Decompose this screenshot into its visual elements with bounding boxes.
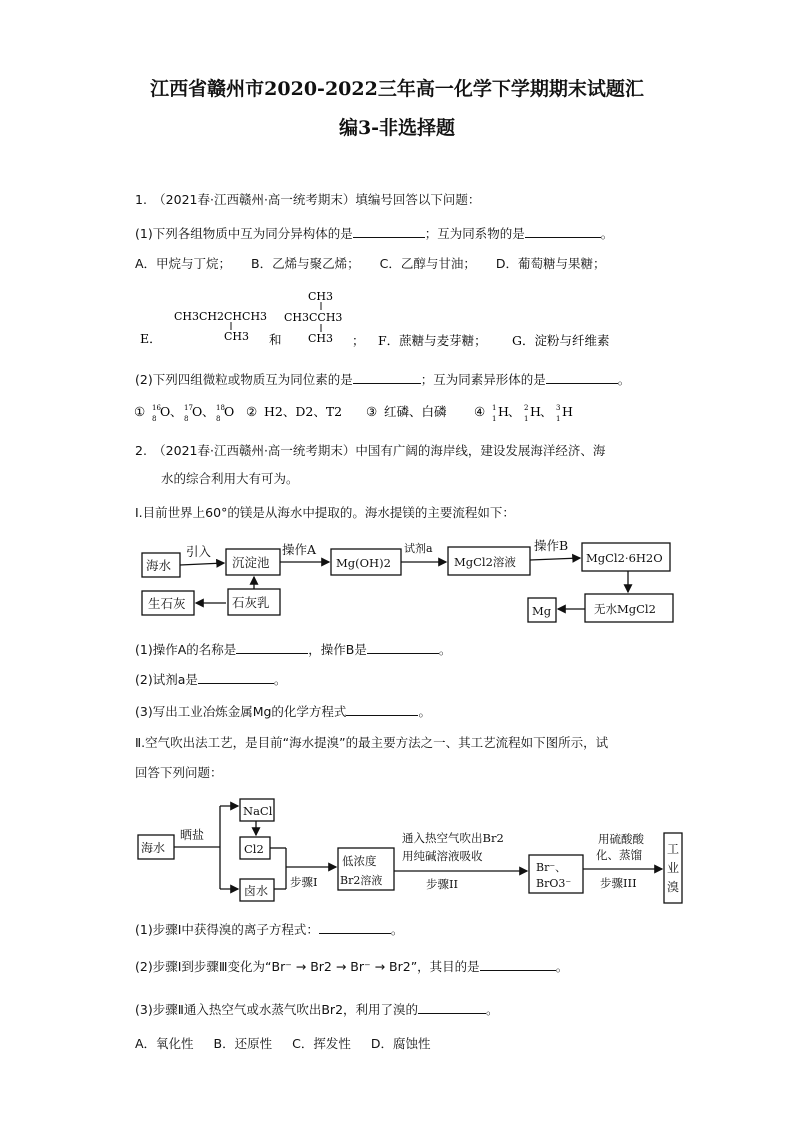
q2-i-2: (2)试剂a是 。: [135, 672, 287, 687]
svg-text:操作B: 操作B: [534, 538, 569, 553]
q1-option-e-label: E．: [140, 331, 162, 346]
q2-ii-2: (2)步骤Ⅰ到步骤Ⅲ变化为“Br⁻ → Br2 → Br⁻ → Br2”，其目的是 。: [135, 959, 569, 974]
q2-ii-3: (3)步骤Ⅱ通入热空气或水蒸气吹出Br2，利用了溴的 。: [135, 1002, 499, 1017]
mg-flow-diagram: [136, 535, 676, 630]
svg-text:H: H: [530, 404, 541, 419]
svg-text:、: 、: [202, 404, 215, 419]
option-c: C．挥发性: [292, 1036, 351, 1051]
svg-text:引入: 引入: [186, 544, 212, 559]
blank-purpose[interactable]: [480, 958, 556, 971]
svg-text:试剂a: 试剂a: [404, 542, 433, 555]
svg-text:18: 18: [216, 404, 225, 412]
q2-header-line1: 2. （2021春·江西赣州·高一统考期末）中国有广阔的海岸线，建设发展海洋经济、海: [135, 443, 606, 458]
svg-text:低浓度: 低浓度: [342, 854, 377, 868]
svg-text:H: H: [562, 404, 573, 419]
svg-text:、: 、: [508, 404, 521, 419]
q2-i-3: (3)写出工业冶炼金属Mg的化学方程式 。: [135, 704, 431, 719]
q1-option-b: B．乙烯与聚乙烯；: [251, 256, 360, 271]
svg-text:石灰乳: 石灰乳: [232, 595, 270, 610]
q1-part2: (2)下列四组微粒或物质互为同位素的是 ；互为同素异形体的是 。: [135, 372, 631, 387]
q2-part2-line2: 回答下列问题：: [135, 765, 223, 780]
blank-mg-equation[interactable]: [346, 703, 418, 716]
svg-text:MgCl2溶液: MgCl2溶液: [454, 555, 516, 569]
svg-text:卤水: 卤水: [244, 884, 269, 898]
svg-text:通入热空气吹出Br2: 通入热空气吹出Br2: [402, 831, 504, 845]
blank-op-a[interactable]: [236, 641, 308, 654]
q1-option-c: C．乙醇与甘油；: [379, 256, 476, 271]
svg-text:Br⁻、: Br⁻、: [536, 861, 567, 874]
struct2-bottom: CH3: [308, 332, 334, 345]
svg-text:1: 1: [556, 415, 561, 423]
struct1-branch: CH3: [224, 330, 250, 343]
doc-title-line2: 编3-非选择题: [338, 117, 456, 139]
svg-text:沉淀池: 沉淀池: [232, 555, 270, 570]
q2-ii-3-options: [135, 1036, 430, 1052]
q1-option-a: A．甲烷与丁烷；: [135, 256, 232, 271]
q1-option-e-structures: [140, 288, 660, 358]
svg-text:②: ②: [246, 404, 258, 419]
blank-ionic-equation[interactable]: [319, 921, 391, 934]
svg-text:海水: 海水: [141, 841, 166, 855]
svg-text:溴: 溴: [667, 880, 680, 894]
svg-text:1: 1: [492, 404, 497, 412]
q1-option-d: D．葡萄糖与果糖；: [495, 256, 606, 271]
q1-option-f: F．蔗糖与麦芽糖；: [378, 333, 487, 348]
svg-text:工: 工: [667, 842, 680, 856]
svg-text:NaCl: NaCl: [243, 804, 273, 818]
svg-text:用硫酸酸: 用硫酸酸: [598, 832, 644, 846]
svg-text:8: 8: [152, 415, 157, 423]
svg-text:、: 、: [540, 404, 553, 419]
q1-part1: (1)下列各组物质中互为同分异构体的是 ；互为同系物的是 。: [135, 226, 614, 241]
struct2-main: CH3CCH3: [284, 311, 343, 324]
svg-text:红磷、白磷: 红磷、白磷: [384, 404, 447, 419]
blank-op-b[interactable]: [367, 641, 439, 654]
q1-header: 1. （2021春·江西赣州·高一统考期末）填编号回答以下问题：: [135, 192, 481, 207]
svg-text:17: 17: [184, 404, 193, 412]
svg-text:步骤I: 步骤I: [290, 875, 318, 889]
svg-text:1: 1: [492, 415, 497, 423]
doc-title-line1: 江西省赣州市2020-2022三年高一化学下学期期末试题汇: [150, 78, 644, 100]
svg-text:生石灰: 生石灰: [148, 596, 186, 611]
struct1-main: CH3CH2CHCH3: [174, 310, 268, 323]
svg-text:步骤II: 步骤II: [426, 877, 459, 891]
svg-text:用纯碱溶液吸收: 用纯碱溶液吸收: [402, 849, 483, 863]
svg-text:；: ；: [352, 333, 365, 348]
svg-text:操作A: 操作A: [282, 542, 317, 557]
br-flow-diagram: [136, 793, 688, 908]
q1-particles: [134, 398, 614, 426]
svg-text:MgCl2·6H2O: MgCl2·6H2O: [586, 551, 663, 565]
svg-text:Br2溶液: Br2溶液: [340, 874, 383, 887]
svg-text:3: 3: [556, 404, 561, 412]
svg-text:无水MgCl2: 无水MgCl2: [594, 602, 656, 616]
blank-property[interactable]: [418, 1001, 486, 1014]
svg-text:①: ①: [134, 404, 146, 419]
svg-text:Cl2: Cl2: [244, 842, 264, 856]
svg-text:晒盐: 晒盐: [180, 828, 205, 842]
q1-options-row1: [135, 256, 605, 272]
q2-header-line2: 水的综合利用大有可为。: [161, 471, 299, 486]
option-d: D．腐蚀性: [370, 1036, 431, 1051]
svg-text:③: ③: [366, 404, 378, 419]
svg-text:16: 16: [152, 404, 161, 412]
svg-text:④: ④: [474, 404, 486, 419]
svg-text:O: O: [192, 404, 203, 419]
svg-text:8: 8: [216, 415, 221, 423]
q1-blank-allotrope[interactable]: [546, 371, 618, 384]
q2-i-1: (1)操作A的名称是 ，操作B是 。: [135, 642, 452, 657]
svg-text:Mg: Mg: [532, 604, 552, 618]
svg-text:化、蒸馏: 化、蒸馏: [596, 848, 642, 862]
svg-text:O: O: [160, 404, 171, 419]
svg-text:Mg(OH)2: Mg(OH)2: [336, 556, 391, 570]
svg-text:8: 8: [184, 415, 189, 423]
q2-ii-1: (1)步骤Ⅰ中获得溴的离子方程式： 。: [135, 922, 404, 937]
and-label: 和: [269, 332, 282, 347]
struct2-top: CH3: [308, 290, 334, 303]
q1-option-g: G．淀粉与纤维素: [512, 333, 610, 348]
svg-text:海水: 海水: [146, 558, 172, 573]
svg-text:H: H: [498, 404, 509, 419]
option-a: A．氧化性: [135, 1036, 194, 1051]
q2-part2-line1: Ⅱ.空气吹出法工艺，是目前“海水提溴”的最主要方法之一、其工艺流程如下图所示，试: [135, 735, 609, 750]
blank-reagent-a[interactable]: [198, 671, 274, 684]
svg-text:BrO3⁻: BrO3⁻: [536, 877, 572, 890]
svg-text:步骤III: 步骤III: [600, 876, 637, 890]
q1-blank-isomer[interactable]: [353, 225, 425, 238]
svg-text:2: 2: [524, 404, 529, 412]
svg-text:H2、D2、T2: H2、D2、T2: [264, 404, 343, 419]
q1-blank-homolog[interactable]: [525, 225, 601, 238]
q2-part1-intro: Ⅰ.目前世界上60°的镁是从海水中提取的。海水提镁的主要流程如下：: [135, 505, 515, 520]
option-b: B．还原性: [213, 1036, 273, 1051]
svg-text:O: O: [224, 404, 235, 419]
svg-text:1: 1: [524, 415, 529, 423]
svg-text:、: 、: [170, 404, 183, 419]
q1-blank-isotope[interactable]: [353, 371, 421, 384]
svg-text:业: 业: [667, 861, 680, 875]
